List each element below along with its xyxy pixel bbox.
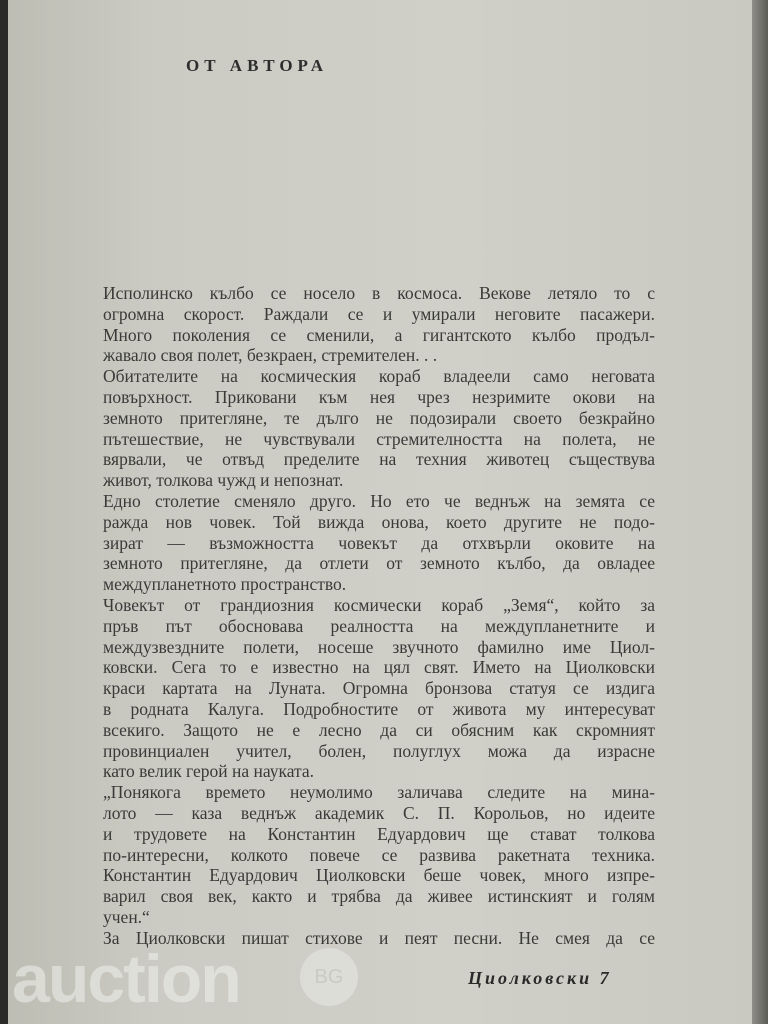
text-line: ковски. Сега то е известно на цял свят. Името на Циолковски (103, 657, 655, 678)
text-line: учен.“ (103, 906, 150, 927)
text-line: „Понякога времето неумолимо заличава следите на мина- (103, 782, 655, 803)
text-line: За Циолковски пишат стихове и пеят песни. Не смея да се (103, 927, 655, 948)
text-line: земното притегляне, да отлети от земното кълбо, да овладее (103, 553, 655, 574)
text-line: провинциален учител, болен, полуглух можа да израсне (103, 740, 655, 761)
watermark-logo: auction (12, 941, 240, 1017)
text-line: жавало своя полет, безкраен, стремителен. . . (103, 345, 438, 366)
text-line: ражда нов човек. Той вижда онова, което другите не подо- (103, 511, 655, 532)
text-line: лото — каза веднъж академик С. П. Корольов, но идеите (103, 802, 655, 823)
text-line: по-интересни, колкото повече се развива ракетната техника. (103, 844, 655, 865)
text-line: краси картата на Луната. Огромна бронзова статуя се издига (103, 678, 655, 699)
text-line: Едно столетие сменяло друго. Но ето че веднъж на земята се (103, 490, 655, 511)
text-line: междупланетното пространство. (103, 574, 347, 595)
text-line: Исполинско кълбо се носело в космоса. Векове летяло то с (103, 283, 655, 303)
page-edge (752, 0, 768, 1024)
text-line: пръв път обосновава реалността на междупланетните и (103, 615, 655, 636)
text-line: и трудовете на Константин Едуардович ще стават толкова (103, 823, 655, 844)
running-footer: Циолковски 7 (468, 968, 612, 988)
text-line: огромна скорост. Раждали се и умирали неговите пасажери. (103, 303, 655, 324)
text-line: като велик герой на науката. (103, 761, 315, 782)
watermark-badge: BG (300, 948, 358, 1006)
text-line: Много поколения се сменили, а гигантското кълбо продъл- (103, 324, 655, 345)
text-line: повърхност. Приковани към нея чрез незримите окови на (103, 386, 655, 407)
text-line: земното притегляне, те дълго не подозирали своето безкрайно (103, 407, 655, 428)
body-text (103, 283, 655, 949)
text-line: Обитателите на космическия кораб владеели само неговата (103, 366, 655, 387)
text-line: в родната Калуга. Подробностите от живота му интересуват (103, 698, 655, 719)
text-line: междузвездните полети, носеше звучното фамилно име Циол- (103, 636, 655, 657)
text-line: Човекът от грандиозния космически кораб „Земя“, който за (103, 594, 655, 615)
chapter-heading: ОТ АВТОРА (186, 56, 329, 75)
text-line: живот, толкова чужд и непознат. (103, 470, 344, 491)
text-line: вярвали, че отвъд пределите на техния животец съществува (103, 449, 655, 470)
text-line: пътешествие, не чувствували стремителността на полета, не (103, 428, 655, 449)
text-line: варил своя век, както и трябва да живее истинският и голям (103, 886, 655, 907)
text-line: зират — възможността човекът да отхвърли оковите на (103, 532, 655, 553)
text-line: Константин Едуардович Циолковски беше човек, много изпре- (103, 865, 655, 886)
text-line: всекиго. Защото не е лесно да си обясним как скромният (103, 719, 655, 740)
